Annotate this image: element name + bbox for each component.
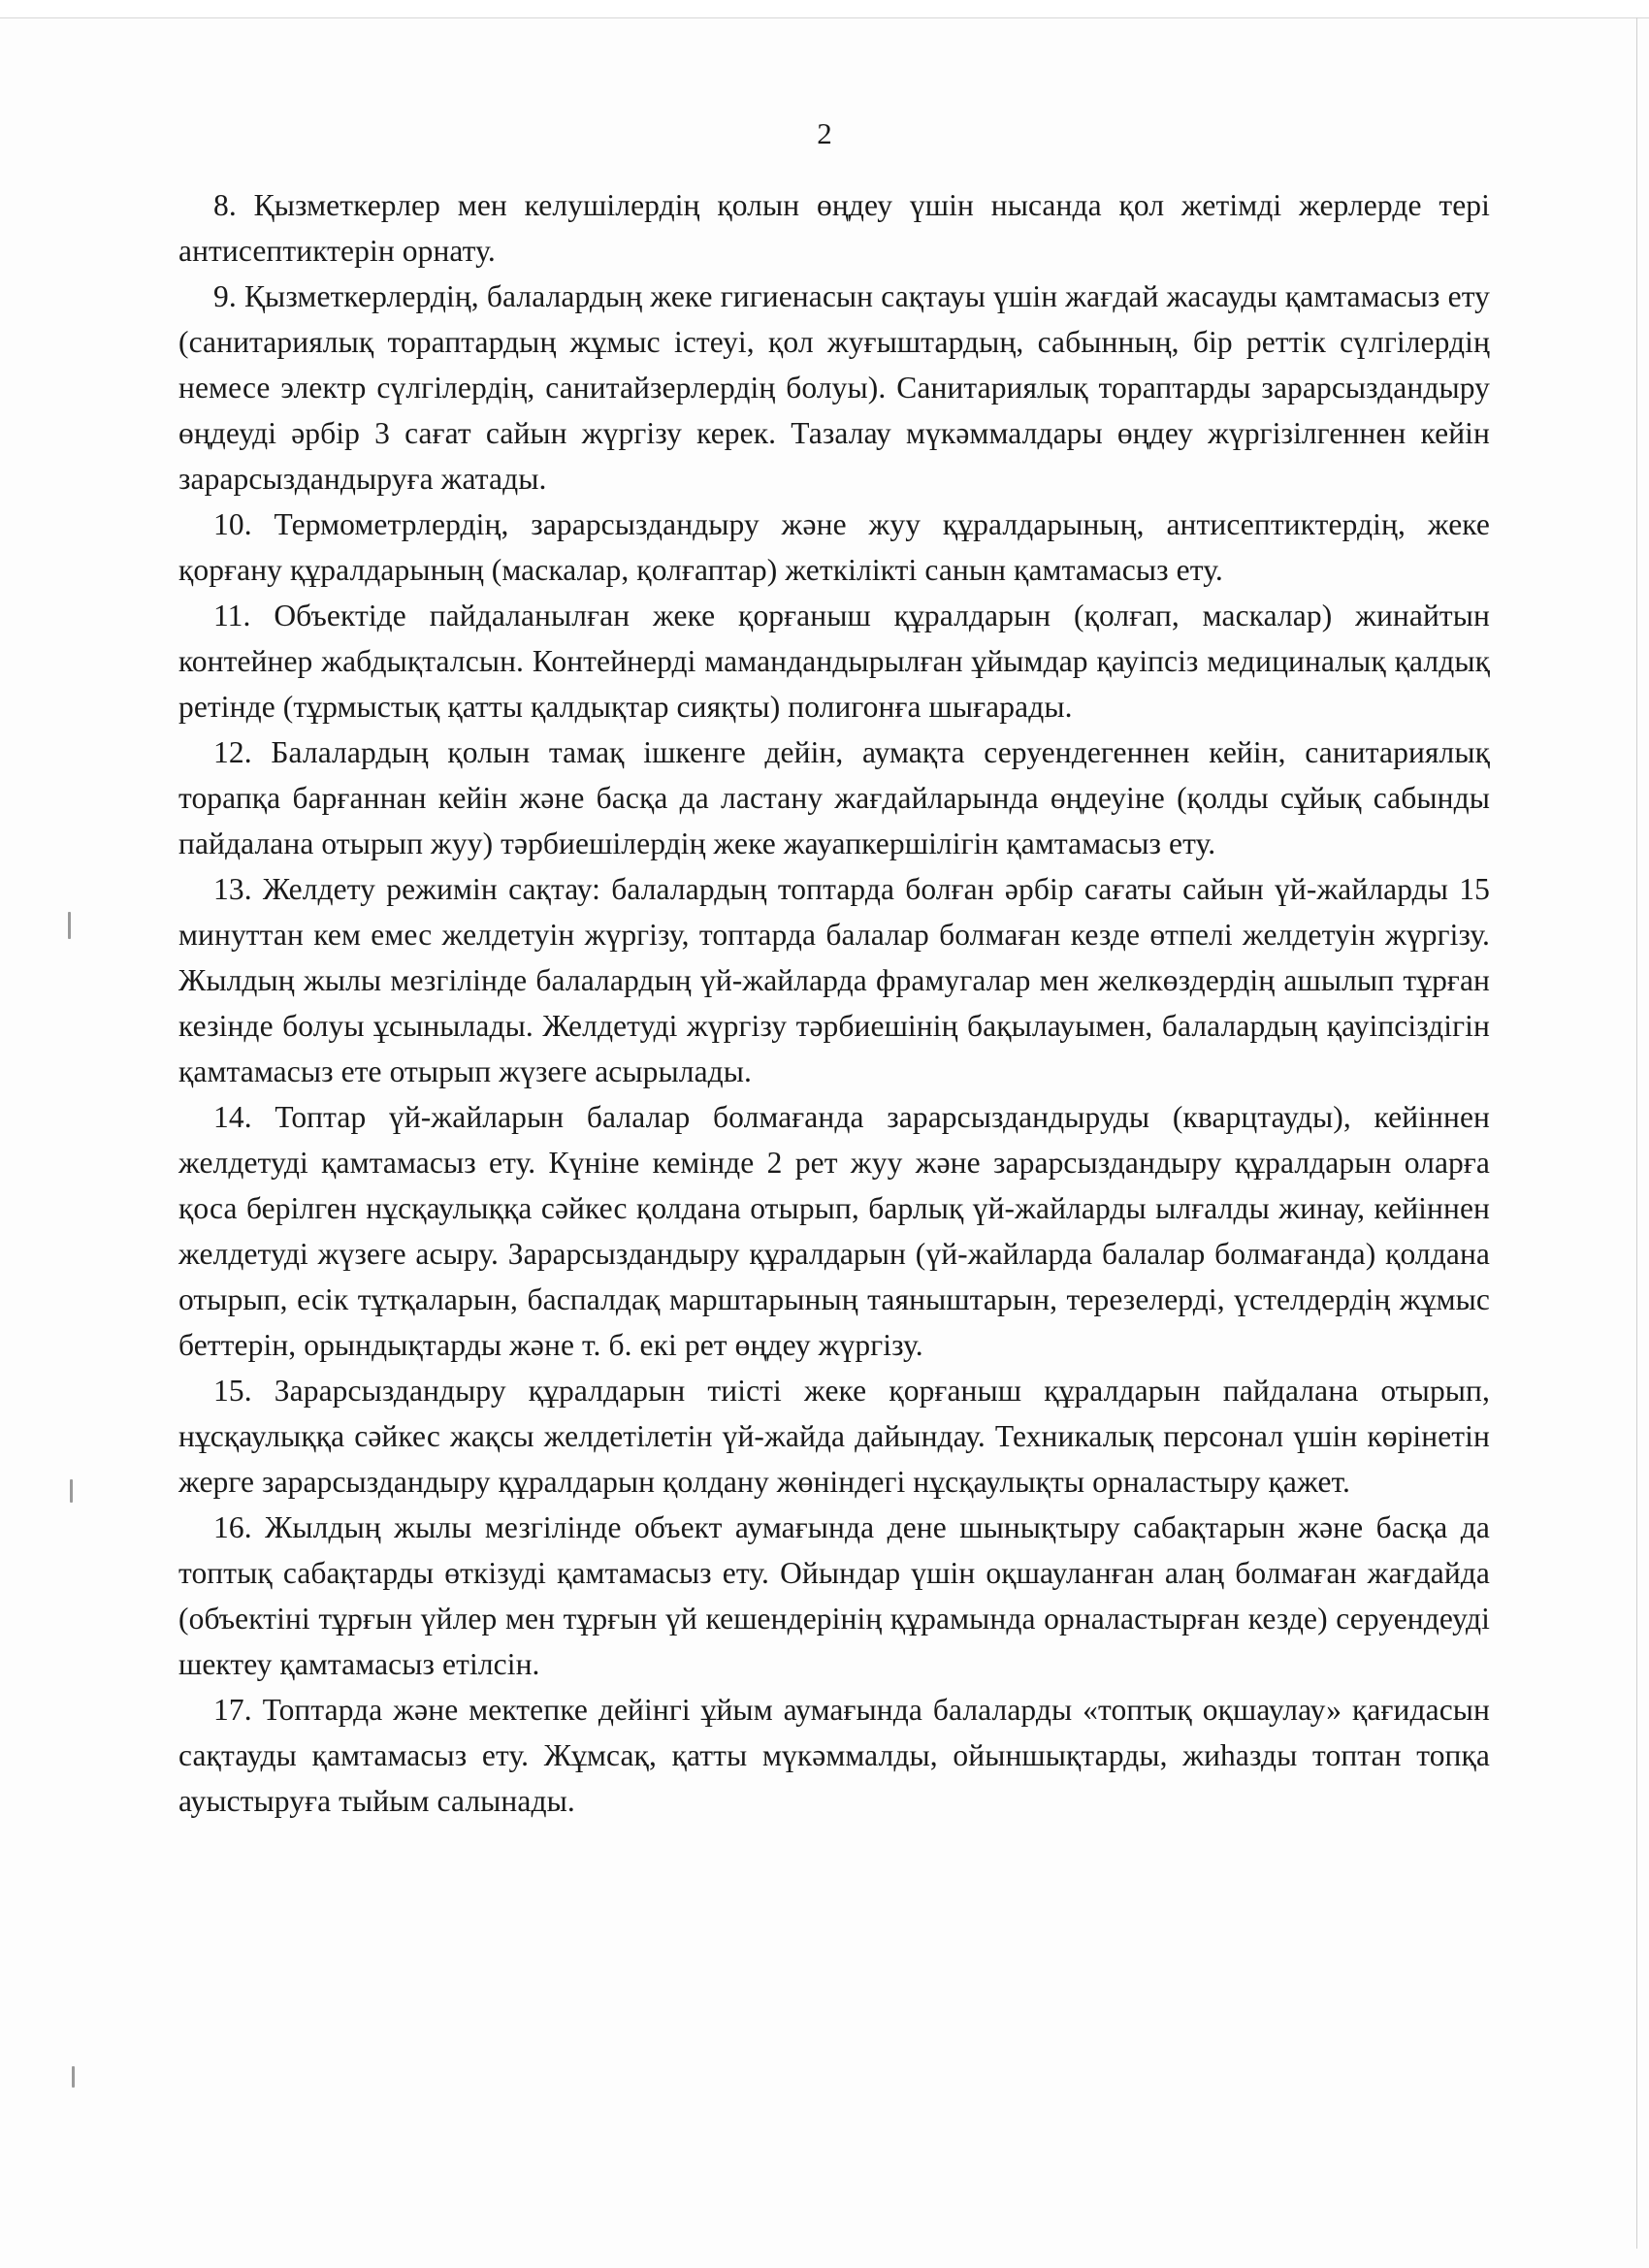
scan-mark bbox=[70, 1479, 73, 1503]
paragraph-17: 17. Топтарда және мектепке дейінгі ұйым аумағында балаларды «топтық оқшаулау» қағидасын сақтауды қамтамасыз ету. Жұмсақ, қатты мүкәммалды, ойыншықтарды, жиһазды топтан топқа ауыстыруға тыйым салынады. bbox=[178, 1693, 1490, 1818]
paragraph-16: 16. Жылдың жылы мезгілінде объект аумағында дене шынықтыру сабақтарын және басқа да топтық сабақтарды өткізуді қамтамасыз ету. Ойындар үшін оқшауланған алаң болмаған жағдайда (объектіні тұрғын үйлер мен тұрғын үй кешендерінің құрамында орналастырған кезде) серуендеуді шектеу қамтамасыз етілсін. bbox=[178, 1510, 1490, 1681]
paragraph-12: 12. Балалардың қолын тамақ ішкенге дейін, аумақта серуендегеннен кейін, санитариялық торапқа барғаннан кейін және басқа да ластану жағдайларында өңдеуіне (қолды сұйық сабынды пайдалана отырып жуу) тәрбиешілердің жеке жауапкершілігін қамтамасыз ету. bbox=[178, 735, 1490, 860]
page-number: 2 bbox=[817, 116, 832, 150]
paragraph-11: 11. Объектіде пайдаланылған жеке қорғаныш құралдарын (қолғап, маскалар) жинайтын контейнер жабдықталсын. Контейнерді мамандандырылған ұйымдар қауіпсіз медициналық қалдық ретінде (тұрмыстық қатты қалдықтар сияқты) полигонға шығарады. bbox=[178, 599, 1490, 724]
paragraph-15: 15. Зарарсыздандыру құралдарын тиісті жеке қорғаныш құралдарын пайдалана отырып, нұсқаулыққа сәйкес жақсы желдетілетін үй-жайда дайындау. Техникалық персонал үшін көрінетін жерге зарарсыздандыру құралдарын қолдану жөніндегі нұсқаулықты орналастыру қажет. bbox=[178, 1374, 1490, 1499]
paragraph-8: 8. Қызметкерлер мен келушілердің қолын өңдеу үшін нысанда қол жетімді жерлерде тері антисептиктерін орнату. bbox=[178, 188, 1490, 268]
page-right-edge bbox=[1636, 17, 1637, 2249]
paragraph-10: 10. Термометрлердің, зарарсыздандыру және жуу құралдарының, антисептиктердің, жеке қорғану құралдарының (маскалар, қолғаптар) жеткілікті санын қамтамасыз ету. bbox=[178, 507, 1490, 587]
document-body bbox=[178, 182, 1490, 1824]
paragraph-14: 14. Топтар үй-жайларын балалар болмағанда зарарсыздандыруды (кварцтауды), кейіннен желдетуді қамтамасыз ету. Күніне кемінде 2 рет жуу және зарарсыздандыру құралдарын оларға қоса берілген нұсқаулыққа сәйкес қолдана отырып, барлық үй-жайларды ылғалды жинау, кейіннен желдетуді жүзеге асыру. Зарарсыздандыру құралдарын (үй-жайларда балалар болмағанда) қолдана отырып, есік тұтқаларын, баспалдақ марштарының таяныштарын, терезелерді, үстелдердің жұмыс беттерін, орындықтарды және т. б. екі рет өңдеу жүргізу. bbox=[178, 1100, 1490, 1362]
scan-mark bbox=[68, 912, 71, 939]
paragraph-9: 9. Қызметкерлердің, балалардың жеке гигиенасын сақтауы үшін жағдай жасауды қамтамасыз ету (санитариялық тораптардың жұмыс істеуі, қол жуғыштардың, сабынның, бір реттік сүлгілердің немесе электр сүлгілердің, санитайзерлердің болуы). Санитариялық тораптарды зарарсыздандыру өңдеуді әрбір 3 сағат сайын жүргізу керек. Тазалау мүкәммалдары өңдеу жүргізілгеннен кейін зарарсыздандыруға жатады. bbox=[178, 279, 1490, 496]
scan-mark bbox=[72, 2066, 75, 2088]
page-top-edge bbox=[0, 0, 1649, 18]
paragraph-13: 13. Желдету режимін сақтау: балалардың топтарда болған әрбір сағаты сайын үй-жайларды 15 минуттан кем емес желдетуін жүргізу, топтарда балалар болмаған кезде өтпелі желдетуін жүргізу. Жылдың жылы мезгілінде балалардың үй-жайларда фрамугалар мен желкөздердің ашылып тұрған кезінде болуы ұсынылады. Желдетуді жүргізу тәрбиешінің бақылауымен, балалардың қауіпсіздігін қамтамасыз ете отырып жүзеге асырылады. bbox=[178, 872, 1490, 1088]
